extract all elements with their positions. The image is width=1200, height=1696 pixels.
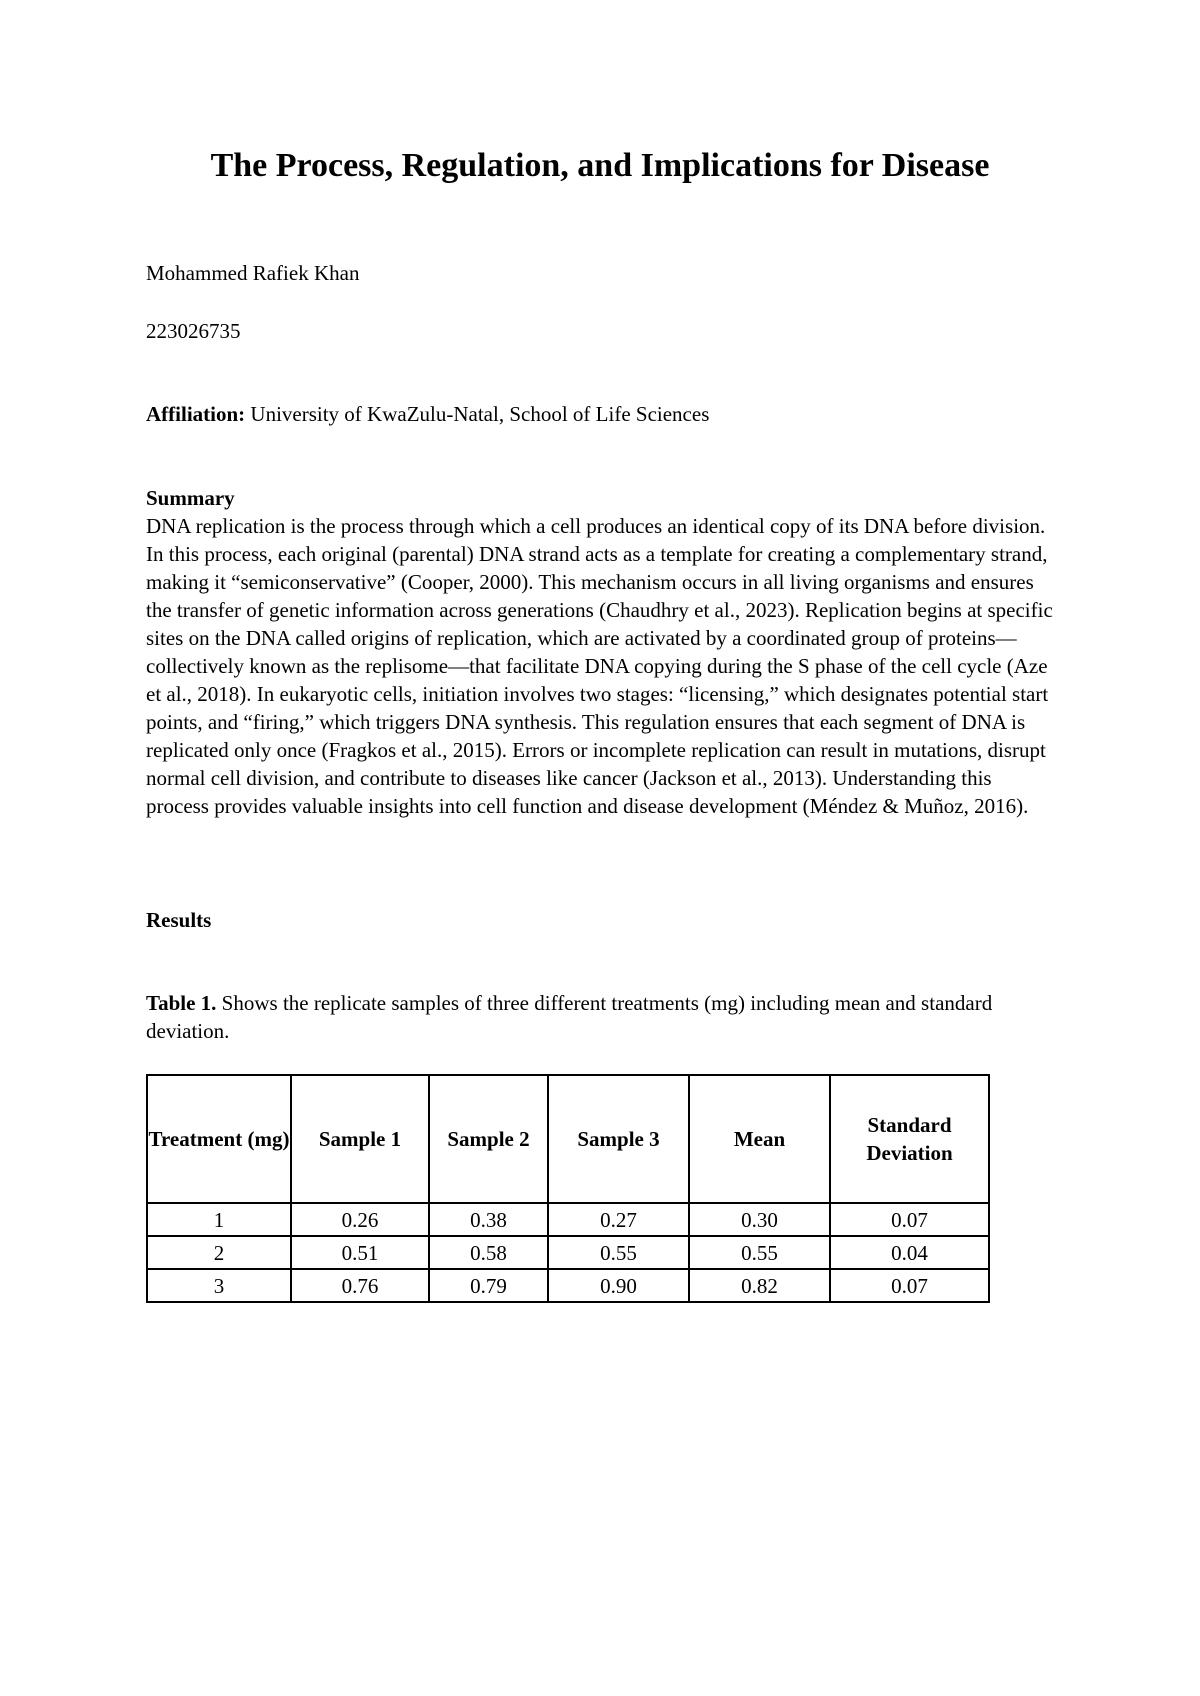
author-name: Mohammed Rafiek Khan [146,261,360,285]
header-standard-deviation: Standard Deviation [830,1075,989,1203]
table-cell: 0.55 [548,1236,689,1269]
affiliation-value: University of KwaZulu-Natal, School of Life Sciences [245,402,710,426]
header-sample-1: Sample 1 [291,1075,429,1203]
table-cell: 3 [147,1269,291,1302]
table-cell: 0.07 [830,1269,989,1302]
table-cell: 0.58 [429,1236,548,1269]
table-cell: 0.90 [548,1269,689,1302]
table-caption-text: Shows the replicate samples of three different treatments (mg) including mean and standard deviation. [146,991,993,1043]
table-cell: 0.38 [429,1203,548,1236]
table-header-row [147,1075,989,1203]
table-cell: 0.51 [291,1236,429,1269]
summary-heading: Summary [146,486,235,510]
table-cell: 0.55 [689,1236,830,1269]
header-treatment: Treatment (mg) [147,1075,291,1203]
results-heading: Results [146,908,212,932]
table-cell: 0.82 [689,1269,830,1302]
table-caption-label: Table 1. [146,991,217,1015]
document-title: The Process, Regulation, and Implications for Disease [210,147,990,184]
table-cell: 0.27 [548,1203,689,1236]
table-cell: 0.79 [429,1269,548,1302]
table-cell: 0.30 [689,1203,830,1236]
header-mean: Mean [689,1075,830,1203]
table-row [147,1236,989,1269]
summary-paragraph: DNA replication is the process through which a cell produces an identical copy of its DNA before division. In this process, each original (parental) DNA strand acts as a template for creating a complementary strand, making it “semiconservative” (Cooper, 2000). This mechanism occurs in all living organisms and ensures the transfer of genetic information across generations (Chaudhry et al., 2023). Replication begins at specific sites on the DNA called origins of replication, which are activated by a coordinated group of proteins—collectively known as the replisome—that facilitate DNA copying during the S phase of the cell cycle (Aze et al., 2018). In eukaryotic cells, initiation involves two stages: “licensing,” which designates potential start points, and “firing,” which triggers DNA synthesis. This regulation ensures that each segment of DNA is replicated only once (Fragkos et al., 2015). Errors or incomplete replication can result in mutations, disrupt normal cell division, and contribute to diseases like cancer (Jackson et al., 2013). Understanding this process provides valuable insights into cell function and disease development (Méndez & Muñoz, 2016). [146,514,1053,818]
header-sample-3: Sample 3 [548,1075,689,1203]
table-cell: 0.04 [830,1236,989,1269]
affiliation-label: Affiliation: [146,402,246,426]
table-cell: 0.76 [291,1269,429,1302]
table-row [147,1269,989,1302]
table-cell: 0.26 [291,1203,429,1236]
results-table [146,1074,990,1303]
table-caption [146,989,1056,1045]
table-cell: 0.07 [830,1203,989,1236]
table-cell: 1 [147,1203,291,1236]
table-cell: 2 [147,1236,291,1269]
header-sample-2: Sample 2 [429,1075,548,1203]
student-id: 223026735 [146,319,241,343]
table-row [147,1203,989,1236]
affiliation-line [146,400,709,428]
